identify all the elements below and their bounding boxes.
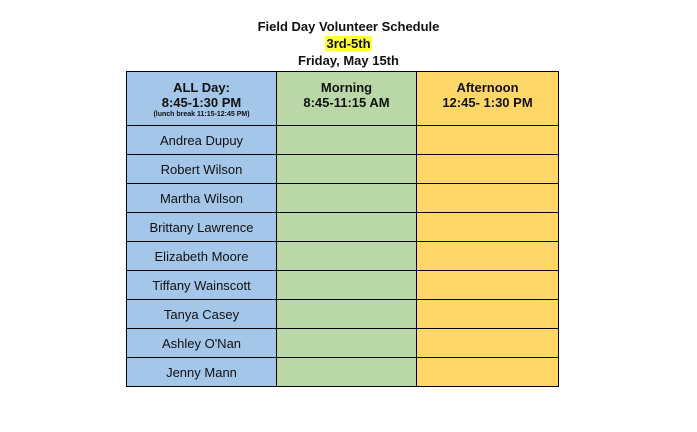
volunteer-name: Tanya Casey [127,300,277,329]
volunteer-name: Brittany Lawrence [127,213,277,242]
morning-slot-cell [277,271,417,300]
afternoon-slot-cell [417,184,559,213]
volunteer-name: Ashley O'Nan [127,329,277,358]
afternoon-slot-cell [417,329,559,358]
lunch-break-note: (lunch break 11:15-12:45 PM) [153,111,250,118]
afternoon-label: Afternoon [456,80,519,95]
morning-slot-cell [277,184,417,213]
volunteer-name: Jenny Mann [127,358,277,387]
afternoon-slot-cell [417,358,559,387]
volunteer-name: Elizabeth Moore [127,242,277,271]
all-day-time: 8:45-1:30 PM [161,95,242,110]
afternoon-slot-cell [417,300,559,329]
volunteer-row [127,271,559,300]
afternoon-slot-cell [417,242,559,271]
volunteer-row [127,242,559,271]
afternoon-header [417,72,559,126]
volunteer-row [127,213,559,242]
morning-slot-cell [277,126,417,155]
volunteer-row [127,184,559,213]
volunteer-name: Tiffany Wainscott [127,271,277,300]
volunteer-row [127,329,559,358]
morning-slot-cell [277,213,417,242]
morning-slot-cell [277,300,417,329]
morning-label: Morning [320,80,373,95]
volunteer-name: Robert Wilson [127,155,277,184]
afternoon-slot-cell [417,126,559,155]
afternoon-slot-cell [417,155,559,184]
afternoon-slot-cell [417,213,559,242]
volunteer-row [127,126,559,155]
morning-slot-cell [277,155,417,184]
grades-label [0,36,697,52]
afternoon-slot-cell [417,271,559,300]
grades-highlight: 3rd-5th [326,36,371,51]
morning-slot-cell [277,358,417,387]
header-row [127,72,559,126]
volunteer-row [127,155,559,184]
volunteer-row [127,300,559,329]
schedule-title: Field Day Volunteer Schedule [257,19,440,34]
volunteer-name: Andrea Dupuy [127,126,277,155]
morning-slot-cell [277,242,417,271]
afternoon-time: 12:45- 1:30 PM [442,95,533,110]
volunteer-row [127,358,559,387]
all-day-header [127,72,277,126]
morning-time: 8:45-11:15 AM [303,95,390,110]
morning-slot-cell [277,329,417,358]
volunteer-schedule-table [126,71,559,387]
all-day-label: ALL Day: [173,80,230,95]
volunteer-name: Martha Wilson [127,184,277,213]
event-date: Friday, May 15th [298,53,399,68]
morning-header [277,72,417,126]
